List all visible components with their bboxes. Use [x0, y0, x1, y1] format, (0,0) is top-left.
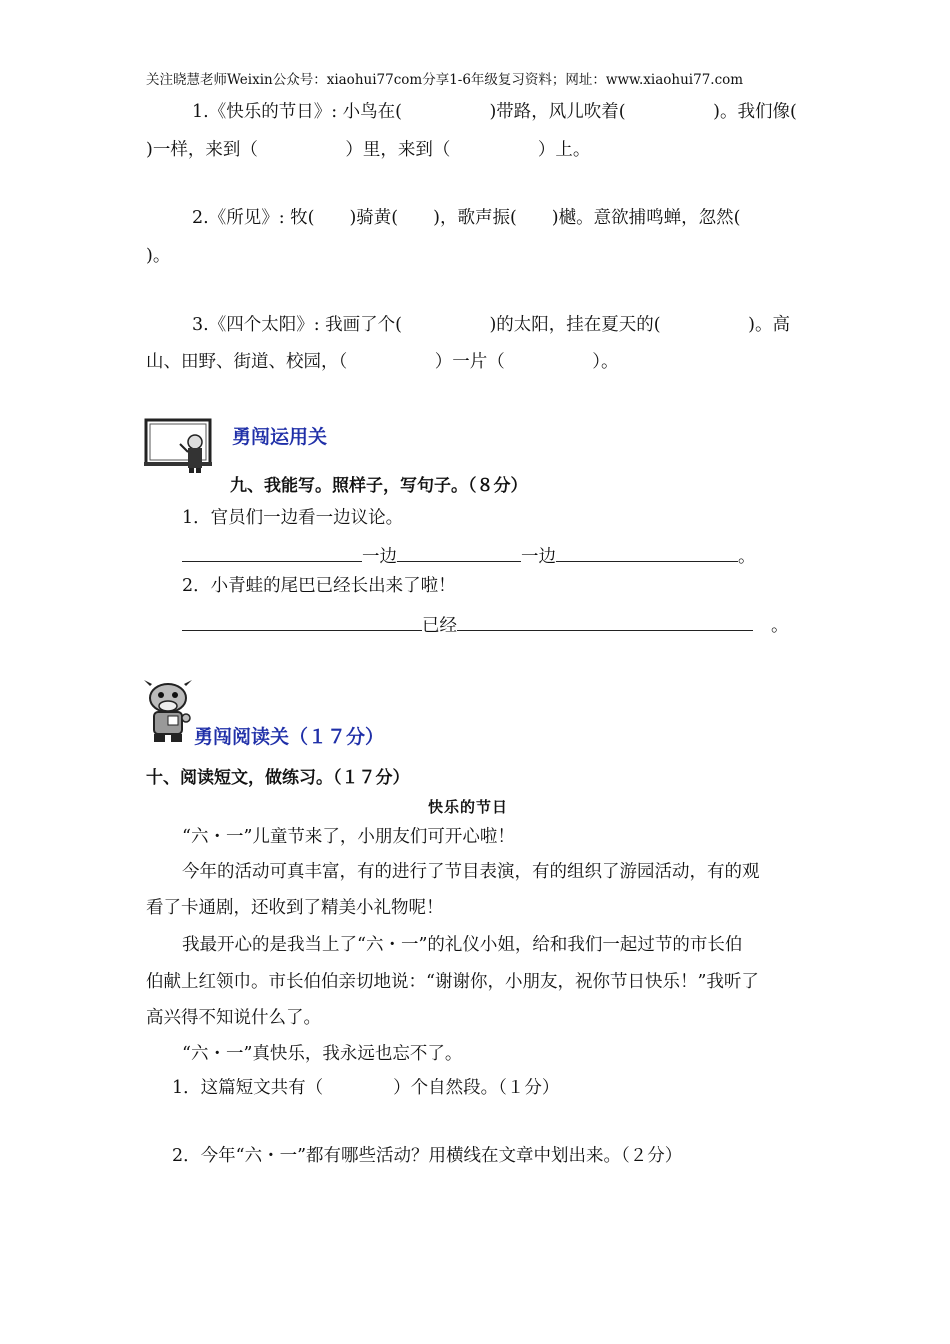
- q9-sentence-2: 2．小青蛙的尾巴已经长出来了啦！: [182, 576, 456, 596]
- word-yibian-2: 一边: [521, 547, 556, 567]
- reading-question-2: 2．今年“六・一”都有哪些活动？用横线在文章中划出来。（２分）: [172, 1146, 683, 1166]
- q9-sentence-1: 1．官员们一边看一边议论。: [182, 508, 404, 528]
- answer-line[interactable]: [397, 541, 521, 562]
- q2-line1: 2.《所见》: 牧( )骑黄( )，歌声振( )樾。意欲捕鸣蝉，忽然(: [192, 208, 741, 228]
- word-yibian-1: 一边: [362, 547, 397, 567]
- q3-line1: 3.《四个太阳》: 我画了个( )的太阳，挂在夏天的( )。高: [192, 315, 790, 335]
- essay-paragraph-3-line-2: 伯献上红领巾。市长伯伯亲切地说：“谢谢你，小朋友，祝你节日快乐！”我听了: [146, 972, 759, 992]
- q9-answer-2: [182, 610, 789, 637]
- page-header: 关注晓慧老师Weixin公众号：xiaohui77com分享1-6年级复习资料；网址：www.xiaohui77.com: [146, 72, 744, 88]
- answer-line[interactable]: [457, 610, 753, 631]
- answer-line[interactable]: [182, 541, 362, 562]
- q2-line2: )。: [146, 246, 171, 266]
- cow-mascot-icon: [142, 678, 194, 744]
- essay-paragraph-3-line-1: 我最开心的是我当上了“六・一”的礼仪小姐，给和我们一起过节的市长伯: [182, 935, 743, 955]
- q1-line2: )一样，来到（ ）里，来到（ ）上。: [146, 140, 591, 160]
- q9-title: 九、我能写。照样子，写句子。（８分）: [230, 476, 528, 496]
- section-title-read: 勇闯阅读关（１７分）: [194, 726, 385, 748]
- q3-line2: 山、田野、街道、校园，（ ）一片（ ）。: [146, 352, 619, 372]
- reading-question-1: 1．这篇短文共有（ ）个自然段。（１分）: [172, 1078, 560, 1098]
- answer-line[interactable]: [556, 541, 738, 562]
- answer-line[interactable]: [182, 610, 422, 631]
- word-yijing: 已经: [422, 616, 457, 636]
- q10-title: 十、阅读短文，做练习。（１７分）: [146, 768, 410, 788]
- period: 。: [738, 547, 756, 567]
- essay-paragraph-3-line-3: 高兴得不知说什么了。: [146, 1008, 321, 1028]
- q1-line1: 1.《快乐的节日》: 小鸟在( )带路，风儿吹着( )。我们像(: [192, 102, 797, 122]
- blackboard-teacher-icon: [144, 418, 216, 474]
- period: 。: [771, 616, 789, 636]
- essay-paragraph-2-line-1: 今年的活动可真丰富，有的进行了节目表演，有的组织了游园活动，有的观: [182, 862, 760, 882]
- section-title-apply: 勇闯运用关: [232, 426, 328, 448]
- essay-paragraph-2-line-2: 看了卡通剧，还收到了精美小礼物呢！: [146, 898, 444, 918]
- essay-paragraph-4: “六・一”真快乐，我永远也忘不了。: [182, 1044, 463, 1064]
- essay-title: 快乐的节日: [428, 798, 509, 816]
- essay-paragraph-1: “六・一”儿童节来了，小朋友们可开心啦！: [182, 827, 515, 847]
- q9-answer-1: [182, 541, 756, 568]
